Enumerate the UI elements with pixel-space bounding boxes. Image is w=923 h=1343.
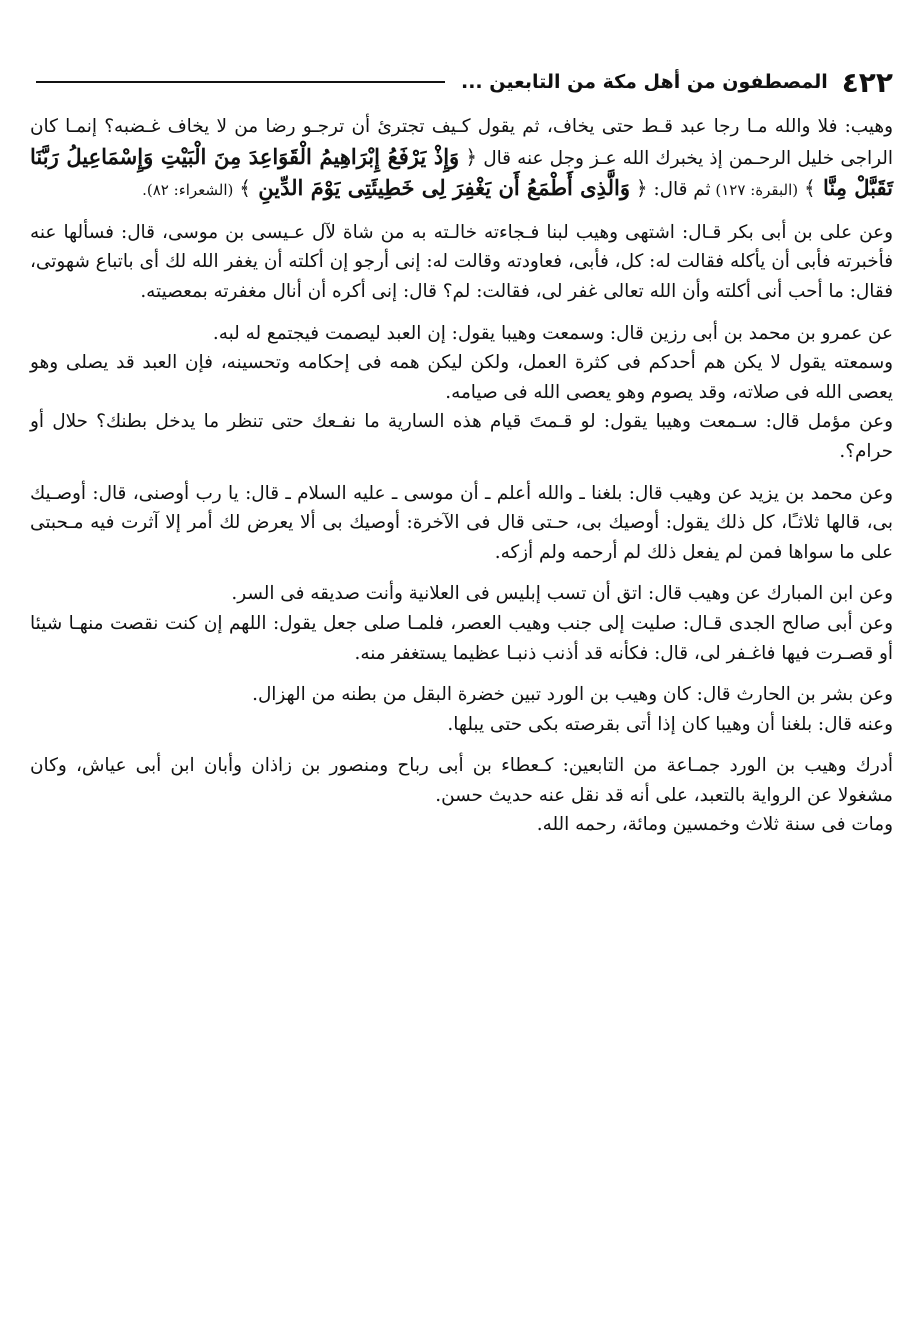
verse-reference: (الشعراء: ٨٢). <box>142 181 234 200</box>
paragraph-6: وعن محمد بن يزيد عن وهيب قال: بلغنا ـ والله أعلم ـ أن موسى ـ عليه السلام ـ قال: يا رب أوصنى، قال: أوصـيك بى، قالها ثلاثـًا، كل ذلك يقول: أوصيك بى، حـتى قال فى الآخرة: أوصيك بى ألا يعرض لك أمر إلا آثرت فيه مـحبتى على ما سواها فمن لم يفعل ذلك لم أرحمه ولم أزكه. <box>30 482 893 563</box>
paragraph-12: ومات فى سنة ثلاث وخمسين ومائة، رحمه الله. <box>536 814 893 836</box>
paragraph-5: وعن مؤمل قال: سـمعت وهيبا يقول: لو قـمتَ قيام هذه السارية ما نفـعك حتى تنظر ما يدخل بطنك؟ حلال أو حرام؟. <box>30 411 893 462</box>
page-number: ٤٢٢ <box>841 65 893 99</box>
paragraph-2: وعن على بن أبى بكر قـال: اشتهى وهيب لبنا فـجاءته خالـته به من شاة لآل عـيسى بن موسى، قال: فسألها عنه فأخبرته فأبى أن يأكله فقالت له: كل، فأبى، فعاودته وقالت له: إنى أرجو إن أكلته أن يغفر الله لك أى باتباع شهوتى، فقال: ما أحب أنى أكلته وأن الله تعالى غفر لى، فقالت: لم؟ قال: إنى أكره أن أنال مغفرته بمعصيته. <box>30 221 893 302</box>
quran-close-bracket: ﴾ <box>803 176 816 201</box>
quran-open-bracket: ﴿ <box>635 176 648 201</box>
paragraph-11: أدرك وهيب بن الورد جمـاعة من التابعين: كـعطاء بن أبى رباح ومنصور بن زاذان وأبان ابن أبى عياش، وكان مشغولا عن الرواية بالتعبد، على أنه قد نقل عنه حديث حسن. <box>30 755 893 806</box>
running-title: المصطفون من أهل مكة من التابعين ... <box>461 71 828 93</box>
paragraph-1-connector: ثم قال: <box>647 179 711 201</box>
verse-reference: (البقرة: ١٢٧) <box>710 181 799 200</box>
quran-open-bracket: ﴿ <box>465 144 478 169</box>
quran-close-bracket: ﴾ <box>239 176 251 201</box>
paragraph-8: وعن أبى صالح الجدى قـال: صليت إلى جنب وهيب العصر، فلمـا صلى جعل يقول: اللهم إن كنت نقصت منهـا شيئا أو قصـرت فيها فاغـفر لى، قال: فكأنه قد أذنب ذنبـا عظيما يستغفر منه. <box>30 612 893 664</box>
page-header <box>30 62 893 102</box>
page-body <box>30 112 893 840</box>
paragraph-1-text: وهيب: فلا والله مـا رجا عبد قـط حتى يخاف، ثم يقول كـيف تجترئ أن ترجـو رضا من لا يخاف غـضبه؟ إنمـا كان الراجى خليل الرحـمن إذ يخبرك الله عـز وجل عنه قال <box>30 116 893 169</box>
quran-verse-baqarah: وَإِذْ يَرْفَعُ إِبْرَاهِيمُ الْقَوَاعِدَ مِنَ الْبَيْتِ وَإِسْمَاعِيلُ رَبَّنَا تَقَبَّلْ مِنَّا <box>30 143 893 201</box>
paragraph-10: وعنه قال: بلغنا أن وهيبا كان إذا أتى بقرصته بكى حتى يبلها. <box>447 713 893 735</box>
paragraph-4: وسمعته يقول لا يكن هم أحدكم فى كثرة العمل، ولكن ليكن همه فى إحكامه وتحسينه، فإن العبد قد يصلى وهو يعصى الله فى صلاته، وقد يصوم وهو يعصى الله فى صيامه. <box>30 352 893 403</box>
paragraph-9: وعن بشر بن الحارث قال: كان وهيب بن الورد تبين خضرة البقل من بطنه من الهزال. <box>252 684 893 706</box>
header-rule <box>36 81 445 83</box>
quran-verse-shuara: وَالَّذِى أَطْمَعُ أَن يَغْفِرَ لِى خَطِيئَتِى يَوْمَ الدِّينِ <box>250 175 631 201</box>
paragraph-1 <box>30 112 893 206</box>
paragraph-3: عن عمرو بن محمد بن أبى رزين قال: وسمعت وهيبا يقول: إن العبد ليصمت فيجتمع له لبه. <box>212 322 893 344</box>
paragraph-7: وعن ابن المبارك عن وهيب قال: اتق أن تسب إبليس فى العلانية وأنت صديقه فى السر. <box>231 583 893 605</box>
